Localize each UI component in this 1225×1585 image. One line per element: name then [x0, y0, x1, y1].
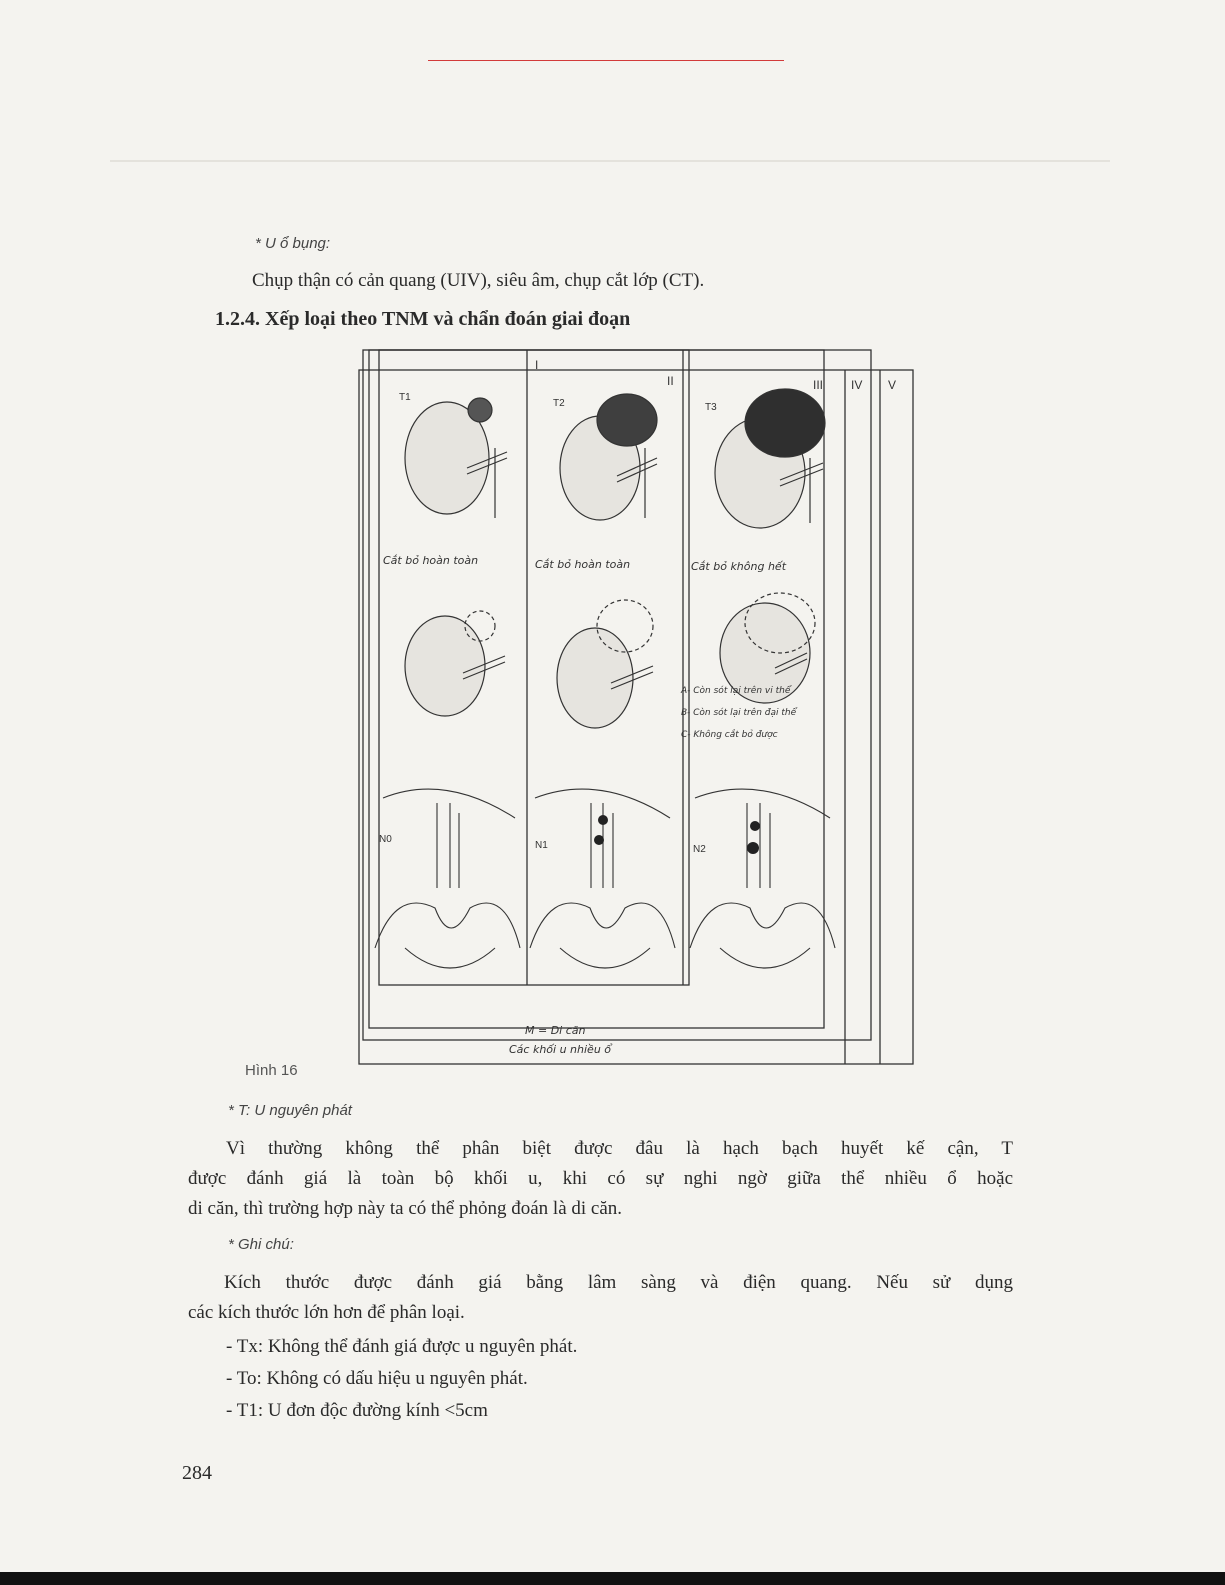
- t3-label: T3: [705, 402, 717, 413]
- paragraph-2-line-1: Kích thước được đánh giá bằng lâm sàng và điện quang. Nếu sử dụng: [224, 1272, 1013, 1293]
- scan-bottom-edge: [0, 1572, 1225, 1585]
- resection-label-1: Cắt bỏ hoàn toàn: [383, 554, 479, 567]
- resection-label-2: Cắt bỏ hoàn toàn: [535, 558, 631, 571]
- n2-label: N2: [693, 844, 706, 855]
- paragraph-1-line-1: Vì thường không thể phân biệt được đâu là hạch bạch huyết kế cận, T: [226, 1138, 1013, 1159]
- bleed-through-rule: [110, 160, 1110, 162]
- residual-note-a: A- Còn sót lại trên vi thể: [681, 686, 791, 696]
- list-item-tx: - Tx: Không thể đánh giá được u nguyên phát.: [226, 1336, 578, 1357]
- paragraph-1-line-3: di căn, thì trường hợp này ta có thể phỏng đoán là di căn.: [188, 1198, 623, 1219]
- t2-label: T2: [553, 398, 565, 409]
- imaging-line: Chụp thận có cản quang (UIV), siêu âm, chụp cắt lớp (CT).: [252, 270, 705, 291]
- note-t-primary: * T: U nguyên phát: [228, 1102, 352, 1119]
- top-red-rule: [428, 60, 784, 61]
- t1-label: T1: [399, 392, 411, 403]
- n1-label: N1: [535, 840, 548, 851]
- subhead-abdominal-tumor: * U ổ bụng:: [255, 235, 331, 252]
- stage-label-v: V: [888, 378, 897, 392]
- metastasis-label: M = Di căn: [525, 1024, 586, 1037]
- n0-label: N0: [379, 834, 392, 845]
- stage-label-i: I: [535, 358, 539, 372]
- stage-label-iv: IV: [851, 378, 863, 392]
- figure-caption: Hình 16: [245, 1062, 298, 1079]
- paragraph-1-line-2: được đánh giá là toàn bộ khối u, khi có sự nghi ngờ giữa thể nhiều ổ hoặc: [188, 1168, 1013, 1189]
- figure-drawing: [355, 348, 915, 1070]
- stage-label-ii: II: [667, 374, 674, 388]
- multifocal-label: Các khối u nhiều ổ: [509, 1043, 612, 1056]
- list-item-t1: - T1: U đơn độc đường kính <5cm: [226, 1400, 488, 1421]
- list-item-to: - To: Không có dấu hiệu u nguyên phát.: [226, 1368, 528, 1389]
- stage-label-iii: III: [813, 378, 824, 392]
- paragraph-2-line-2: các kích thước lớn hơn để phân loại.: [188, 1302, 465, 1323]
- tnm-staging-figure: [355, 348, 915, 1070]
- residual-note-b: B- Còn sót lại trên đại thể: [681, 708, 797, 718]
- note-ghi-chu: * Ghi chú:: [228, 1236, 294, 1253]
- resection-label-3: Cắt bỏ không hết: [691, 560, 787, 573]
- page-number: 284: [182, 1462, 212, 1484]
- residual-note-c: C- Không cắt bỏ được: [681, 730, 778, 740]
- section-heading: 1.2.4. Xếp loại theo TNM và chẩn đoán giai đoạn: [215, 308, 631, 330]
